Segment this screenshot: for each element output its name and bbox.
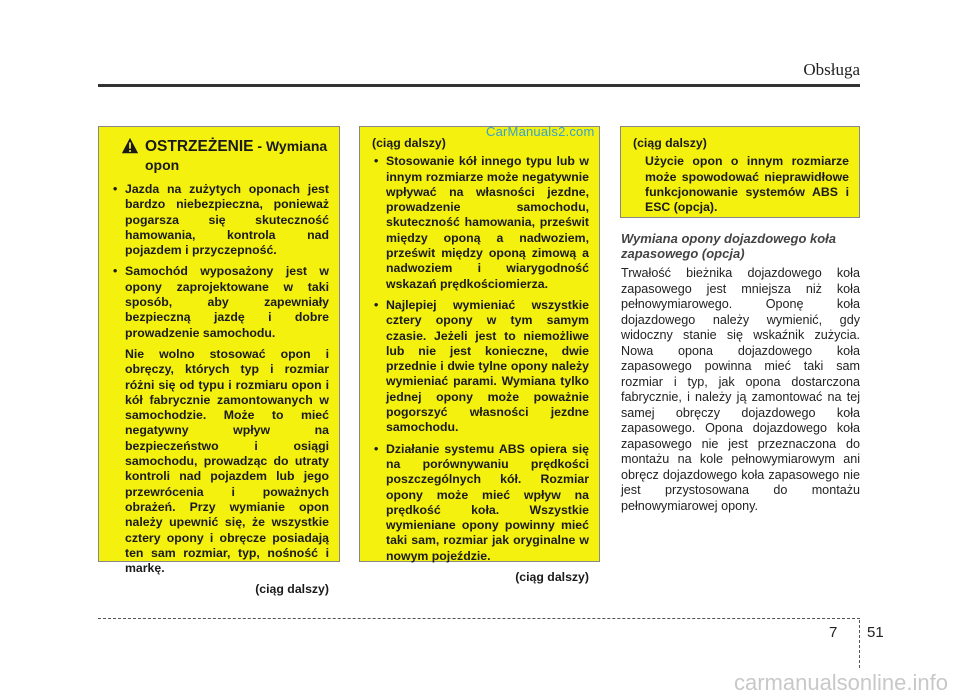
warning-item: • Działanie systemu ABS opiera się na porównywaniu prędkości poszczególnych kół. Rozmiar opony może mieć wpływ na prędkość koła. Wszystkie wymieniane opony powinny mieć taki sam, rozmiar jak oryginalne w nowym pojeździe.	[372, 442, 589, 564]
warning-header	[111, 137, 329, 174]
warning-list	[111, 182, 329, 341]
spare-tire-heading: Wymiana opony dojazdowego koła zapasowego (opcja)	[621, 231, 837, 261]
warning-paragraph: Nie wolno stosować opon i obręczy, których typ i rozmiar różni się od typu i rozmiaru opon i kół fabrycznie zamontowanych w samochodzie. Może to mieć negatywny wpływ na bezpieczeństwo i osiągi samochodu, prowadząc do utraty kontroli nad pojazdem lub jego przewrócenia i poważnych obrażeń. Przy wymianie opon należy upewnić się, że wszystkie cztery opony i obręcze posiadają ten sam rozmiar, typ, nośność i markę.	[125, 346, 329, 576]
warning-triangle-icon	[121, 137, 139, 155]
warning-item: • Samochód wyposażony jest w opony zaprojektowane w taki sposób, aby zapewniały bezpieczną jazdę i dobre prowadzenie samochodu.	[111, 264, 329, 340]
warning-item: • Stosowanie kół innego typu lub w innym rozmiarze może negatywnie wpływać na własności jezdne, prowadzenie samochodu, skuteczność hamowania, prześwit między oponą a nadwoziem, prześwit między oponą zimową a nadwoziem i wiarygodność wskazań prędkościomierza.	[372, 154, 589, 292]
warning-title-main: OSTRZEŻENIE	[145, 138, 254, 155]
page-number: 51	[867, 624, 884, 641]
continued-label: (ciąg dalszy)	[255, 582, 329, 597]
header-rule	[98, 84, 860, 87]
watermark-top: CarManuals2.com	[486, 124, 595, 139]
footer-rule	[98, 618, 860, 619]
warning-box	[98, 126, 340, 597]
spare-tire-body: Trwałość bieżnika dojazdowego koła zapasowego jest mniejsza niż koła pełnowymiarowego. Oponę koła dojazdowego należy wymienić, gdy widoczny stanie się wskaźnik zużycia. Nowa opona dojazdowego koła zapasowego powinna mieć taki sam rozmiar i typ, jak opona dostarczona fabrycznie, i należy ją zamontować na tej samej obręczy dojazdowego koła zapasowego. Opona dojazdowego koła zapasowego nie jest przeznaczona do montażu na kole pełnowymiarowym ani obręcz dojazdowego koła zapasowego nie jest przystosowana do montażu pełnowymiarowej opony.	[621, 266, 860, 513]
continued-warning-box-right	[620, 126, 860, 218]
continued-warning-box	[359, 126, 600, 585]
continued-label-top: (ciąg dalszy)	[633, 136, 707, 150]
warning-item: • Najlepiej wymieniać wszystkie cztery opony w tym samym czasie. Jeżeli jest to niemożliwe lub nie jest konieczne, dwie przednie i dwie tylne opony należy wymieniać parami. Wymiana tylko jednej opony może poważnie pogorszyć własności jezdne samochodu.	[372, 298, 589, 436]
warning-item: • Jazda na zużytych oponach jest bardzo niebezpieczna, ponieważ pogarsza się skuteczność hamowania, kontrola nad pojazdem i przyczepność.	[111, 182, 329, 258]
warning-title	[145, 137, 329, 174]
continued-label: (ciąg dalszy)	[515, 570, 589, 585]
section-title: Obsługa	[803, 60, 860, 79]
continued-label-top: (ciąg dalszy)	[372, 136, 446, 150]
warning-title-sub: - Wymiana opon	[145, 138, 328, 173]
warning-list	[372, 154, 589, 564]
footer-divider	[859, 620, 860, 668]
abs-esc-warning: Użycie opon o innym rozmiarze może spowodować nieprawidłowe funkcjonowanie systemów ABS i ESC (opcja).	[645, 154, 849, 215]
chapter-number: 7	[829, 624, 838, 641]
watermark-bottom: carmanualsonline.info	[733, 670, 948, 695]
